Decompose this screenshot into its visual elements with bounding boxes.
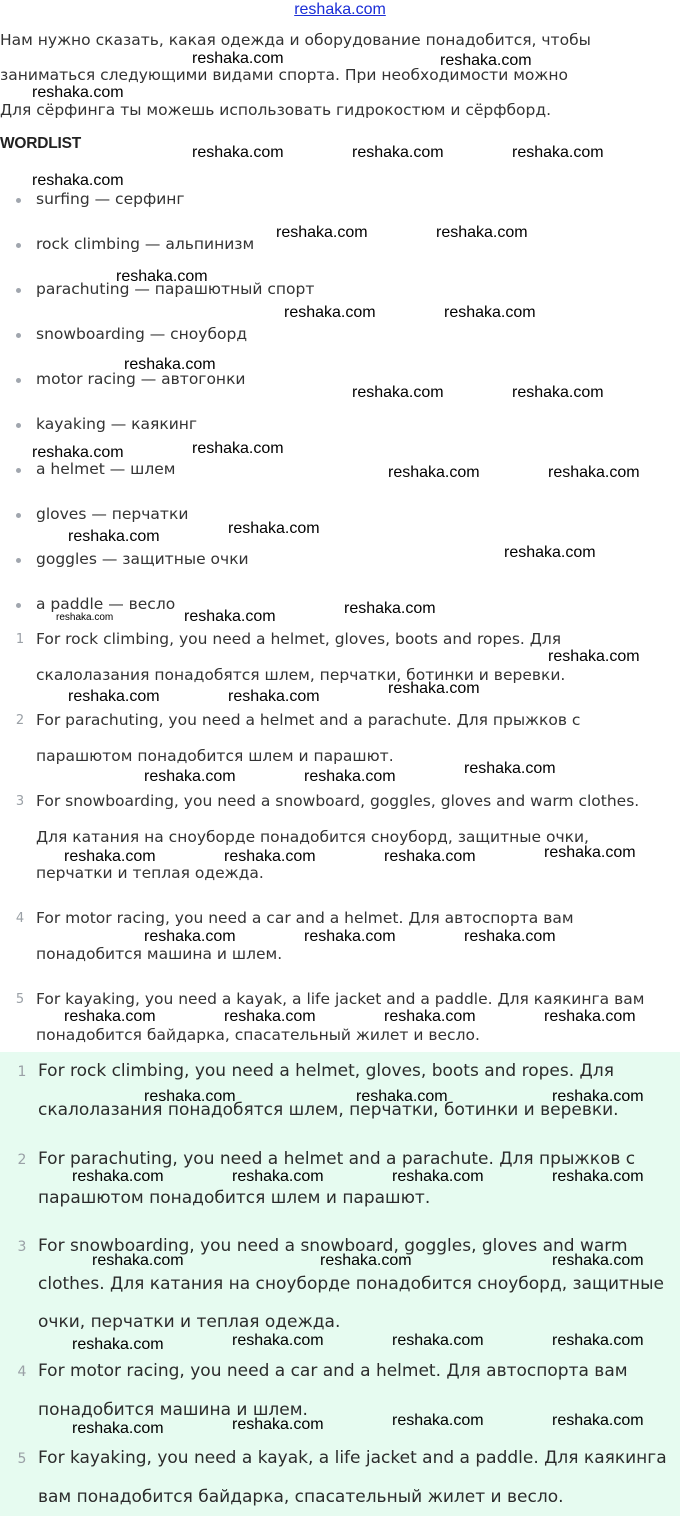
- wordlist-item: kayaking — каякинг: [36, 415, 198, 433]
- watermark: reshaka.com: [284, 304, 376, 321]
- answer-line: Для катания на сноуборде понадобится сноуборд, защитные очки,: [36, 828, 589, 846]
- watermark: reshaka.com: [552, 1088, 644, 1105]
- watermark: reshaka.com: [144, 928, 236, 945]
- watermark: reshaka.com: [512, 144, 604, 161]
- answer-number: 1: [17, 1064, 27, 1080]
- bullet-icon: [16, 423, 21, 428]
- wordlist-item: a helmet — шлем: [36, 460, 176, 478]
- watermark: reshaka.com: [72, 1420, 164, 1437]
- watermark: reshaka.com: [464, 760, 556, 777]
- wordlist-item: a paddle — весло: [36, 595, 176, 613]
- answer-line: скалолазания понадобятся шлем, перчатки, ботинки и веревки.: [36, 666, 566, 684]
- answer-line: For snowboarding, you need a snowboard, goggles, gloves and warm: [38, 1236, 628, 1256]
- watermark: reshaka.com: [320, 1252, 412, 1269]
- answer-line: перчатки и теплая одежда.: [36, 864, 264, 882]
- answer-number: 4: [17, 1364, 27, 1380]
- wordlist-item: surfing — серфинг: [36, 190, 185, 208]
- watermark: reshaka.com: [388, 464, 480, 481]
- wordlist-item: parachuting — парашютный спорт: [36, 280, 315, 298]
- watermark: reshaka.com: [356, 1088, 448, 1105]
- watermark: reshaka.com: [64, 1008, 156, 1025]
- answer-line: понадобится байдарка, спасательный жилет и весло.: [36, 1026, 480, 1044]
- bullet-icon: [16, 603, 21, 608]
- watermark: reshaka.com: [304, 928, 396, 945]
- answer-line: понадобится машина и шлем.: [36, 945, 283, 963]
- intro-line: заниматься следующими видами спорта. При необходимости можно: [0, 66, 568, 84]
- watermark: reshaka.com: [512, 384, 604, 401]
- watermark: reshaka.com: [68, 688, 160, 705]
- answer-number: 1: [15, 632, 25, 647]
- wordlist-item: gloves — перчатки: [36, 505, 189, 523]
- watermark: reshaka.com: [116, 268, 208, 285]
- watermark: reshaka.com: [192, 144, 284, 161]
- watermark: reshaka.com: [232, 1168, 324, 1185]
- watermark: reshaka.com: [352, 384, 444, 401]
- answer-line: For parachuting, you need a helmet and a parachute. Для прыжков с: [36, 711, 581, 729]
- answer-line: вам понадобится байдарка, спасательный жилет и весло.: [38, 1487, 564, 1507]
- watermark: reshaka.com: [436, 224, 528, 241]
- watermark: reshaka.com: [552, 1252, 644, 1269]
- wordlist-item: motor racing — автогонки: [36, 370, 246, 388]
- watermark: reshaka.com: [72, 1336, 164, 1353]
- watermark: reshaka.com: [444, 304, 536, 321]
- bullet-icon: [16, 513, 21, 518]
- answer-line: clothes. Для катания на сноуборде понадобится сноуборд, защитные: [38, 1274, 664, 1294]
- wordlist-item: goggles — защитные очки: [36, 550, 249, 568]
- answer-line: For kayaking, you need a kayak, a life jacket and a paddle. Для каякинга: [38, 1448, 667, 1468]
- bullet-icon: [16, 468, 21, 473]
- answer-number: 3: [15, 794, 25, 809]
- watermark: reshaka.com: [392, 1168, 484, 1185]
- answer-line: понадобится машина и шлем.: [38, 1400, 308, 1420]
- watermark: reshaka.com: [144, 768, 236, 785]
- watermark: reshaka.com: [544, 844, 636, 861]
- answer-number: 2: [17, 1152, 27, 1168]
- watermark: reshaka.com: [548, 464, 640, 481]
- watermark: reshaka.com: [228, 688, 320, 705]
- watermark: reshaka.com: [72, 1168, 164, 1185]
- bullet-icon: [16, 243, 21, 248]
- answer-line: For snowboarding, you need a snowboard, goggles, gloves and warm clothes.: [36, 792, 640, 810]
- intro-line: Нам нужно сказать, какая одежда и оборудование понадобится, чтобы: [0, 31, 591, 49]
- wordlist-heading: WORDLIST: [0, 135, 82, 152]
- bullet-icon: [16, 198, 21, 203]
- bullet-icon: [16, 333, 21, 338]
- watermark: reshaka.com: [504, 544, 596, 561]
- bullet-icon: [16, 558, 21, 563]
- watermark: reshaka.com: [388, 680, 480, 697]
- watermark: reshaka.com: [32, 444, 124, 461]
- answer-line: очки, перчатки и теплая одежда.: [38, 1312, 341, 1332]
- watermark: reshaka.com: [352, 144, 444, 161]
- watermark: reshaka.com: [552, 1412, 644, 1429]
- watermark: reshaka.com: [64, 848, 156, 865]
- answer-number: 2: [15, 713, 25, 728]
- watermark: reshaka.com: [92, 1252, 184, 1269]
- watermark: reshaka.com: [544, 1008, 636, 1025]
- watermark: reshaka.com: [124, 356, 216, 373]
- answer-line: For kayaking, you need a kayak, a life jacket and a paddle. Для каякинга вам: [36, 990, 645, 1008]
- watermark: reshaka.com: [384, 1008, 476, 1025]
- watermark: reshaka.com: [228, 520, 320, 537]
- answer-line: For motor racing, you need a car and a helmet. Для автоспорта вам: [36, 909, 574, 927]
- watermark: reshaka.com: [548, 648, 640, 665]
- answer-number: 5: [17, 1451, 27, 1467]
- watermark: reshaka.com: [344, 600, 436, 617]
- watermark: reshaka.com: [440, 52, 532, 69]
- watermark: reshaka.com: [144, 1088, 236, 1105]
- watermark: reshaka.com: [304, 768, 396, 785]
- watermark: reshaka.com: [276, 224, 368, 241]
- watermark: reshaka.com: [192, 440, 284, 457]
- watermark: reshaka.com: [224, 848, 316, 865]
- intro-line: Для сёрфинга ты можешь использовать гидрокостюм и сёрфборд.: [0, 101, 552, 119]
- watermark: reshaka.com: [32, 172, 124, 189]
- watermark: reshaka.com: [184, 608, 276, 625]
- answer-line: For parachuting, you need a helmet and a parachute. Для прыжков с: [38, 1149, 636, 1169]
- watermark: reshaka.com: [192, 50, 284, 67]
- answer-line: For rock climbing, you need a helmet, gloves, boots and ropes. Для: [36, 630, 562, 648]
- wordlist-item: snowboarding — сноуборд: [36, 325, 248, 343]
- answer-line: For rock climbing, you need a helmet, gloves, boots and ropes. Для: [38, 1061, 614, 1081]
- watermark: reshaka.com: [232, 1332, 324, 1349]
- watermark: reshaka.com: [392, 1332, 484, 1349]
- watermark: reshaka.com: [552, 1168, 644, 1185]
- answer-number: 5: [15, 992, 25, 1007]
- answer-number: 3: [17, 1239, 27, 1255]
- bullet-icon: [16, 378, 21, 383]
- watermark: reshaka.com: [384, 848, 476, 865]
- watermark: reshaka.com: [232, 1416, 324, 1433]
- bullet-icon: [16, 288, 21, 293]
- watermark: reshaka.com: [552, 1332, 644, 1349]
- watermark: reshaka.com: [464, 928, 556, 945]
- watermark: reshaka.com: [56, 612, 114, 623]
- answer-number: 4: [15, 911, 25, 926]
- answer-line: парашютом понадобится шлем и парашют.: [36, 747, 394, 765]
- watermark: reshaka.com: [392, 1412, 484, 1429]
- watermark: reshaka.com: [68, 528, 160, 545]
- answer-line: парашютом понадобится шлем и парашют.: [38, 1188, 431, 1208]
- wordlist-item: rock climbing — альпинизм: [36, 235, 255, 253]
- answer-line: For motor racing, you need a car and a helmet. Для автоспорта вам: [38, 1361, 628, 1381]
- site-link[interactable]: reshaka.com: [294, 1, 386, 18]
- watermark: reshaka.com: [32, 84, 124, 101]
- watermark: reshaka.com: [224, 1008, 316, 1025]
- answer-line: скалолазания понадобятся шлем, перчатки, ботинки и веревки.: [38, 1100, 619, 1120]
